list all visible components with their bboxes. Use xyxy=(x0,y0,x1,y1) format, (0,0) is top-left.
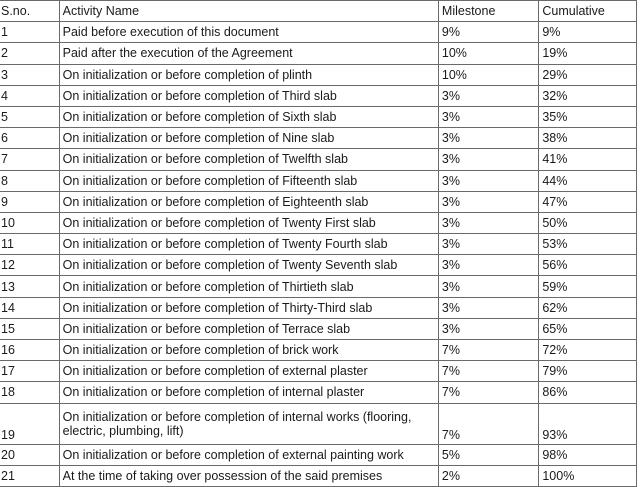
row-activity-name: At the time of taking over possession of the said premises xyxy=(59,465,438,486)
row-sno: 2 xyxy=(0,43,59,64)
row-milestone: 3% xyxy=(438,212,538,233)
row-cumulative: 72% xyxy=(539,340,637,361)
row-sno: 19 xyxy=(0,403,59,444)
row-cumulative: 79% xyxy=(539,361,637,382)
row-cumulative: 47% xyxy=(539,191,637,212)
row-activity-name: On initialization or before completion of Thirtieth slab xyxy=(59,276,438,297)
table-row xyxy=(0,297,637,318)
row-sno: 1 xyxy=(0,22,59,43)
row-sno: 17 xyxy=(0,361,59,382)
row-cumulative: 38% xyxy=(539,128,637,149)
row-activity-name: On initialization or before completion of internal works (flooring, electric, plumbing, lift) xyxy=(59,403,438,444)
table-row xyxy=(0,22,637,43)
table-row xyxy=(0,106,637,127)
row-sno: 16 xyxy=(0,340,59,361)
table-row xyxy=(0,255,637,276)
row-activity-name: On initialization or before completion of Twenty First slab xyxy=(59,212,438,233)
row-sno: 18 xyxy=(0,382,59,403)
row-milestone: 3% xyxy=(438,234,538,255)
row-milestone: 3% xyxy=(438,106,538,127)
row-cumulative: 62% xyxy=(539,297,637,318)
row-activity-name: On initialization or before completion of Twenty Fourth slab xyxy=(59,234,438,255)
row-sno: 7 xyxy=(0,149,59,170)
row-milestone: 3% xyxy=(438,128,538,149)
row-milestone: 7% xyxy=(438,403,538,444)
row-cumulative: 44% xyxy=(539,170,637,191)
header-row xyxy=(0,1,637,22)
row-cumulative: 65% xyxy=(539,318,637,339)
row-cumulative: 41% xyxy=(539,149,637,170)
table-row xyxy=(0,276,637,297)
table-row xyxy=(0,361,637,382)
row-activity-name: On initialization or before completion of Sixth slab xyxy=(59,106,438,127)
row-milestone: 3% xyxy=(438,297,538,318)
table-row xyxy=(0,444,637,465)
row-sno: 8 xyxy=(0,170,59,191)
row-milestone: 3% xyxy=(438,255,538,276)
table-row xyxy=(0,170,637,191)
row-sno: 9 xyxy=(0,191,59,212)
row-activity-name: Paid after the execution of the Agreement xyxy=(59,43,438,64)
row-cumulative: 100% xyxy=(539,465,637,486)
header-milestone: Milestone xyxy=(438,1,538,22)
row-activity-name: On initialization or before completion of brick work xyxy=(59,340,438,361)
row-milestone: 3% xyxy=(438,318,538,339)
row-milestone: 3% xyxy=(438,191,538,212)
header-activity-name: Activity Name xyxy=(59,1,438,22)
row-sno: 5 xyxy=(0,106,59,127)
row-activity-name: On initialization or before completion of external painting work xyxy=(59,444,438,465)
header-cumulative: Cumulative xyxy=(539,1,637,22)
row-milestone: 3% xyxy=(438,85,538,106)
row-activity-name: On initialization or before completion of plinth xyxy=(59,64,438,85)
row-cumulative: 56% xyxy=(539,255,637,276)
table-row xyxy=(0,234,637,255)
header-sno: S.no. xyxy=(0,1,59,22)
table-row xyxy=(0,43,637,64)
row-sno: 21 xyxy=(0,465,59,486)
row-milestone: 3% xyxy=(438,170,538,191)
table-row xyxy=(0,465,637,486)
row-cumulative: 59% xyxy=(539,276,637,297)
table-row xyxy=(0,318,637,339)
row-cumulative: 93% xyxy=(539,403,637,444)
row-sno: 12 xyxy=(0,255,59,276)
row-cumulative: 35% xyxy=(539,106,637,127)
row-milestone: 2% xyxy=(438,465,538,486)
row-sno: 20 xyxy=(0,444,59,465)
row-cumulative: 29% xyxy=(539,64,637,85)
row-milestone: 5% xyxy=(438,444,538,465)
table-row xyxy=(0,149,637,170)
row-milestone: 7% xyxy=(438,361,538,382)
row-sno: 11 xyxy=(0,234,59,255)
row-cumulative: 32% xyxy=(539,85,637,106)
row-activity-name: On initialization or before completion of Twenty Seventh slab xyxy=(59,255,438,276)
row-activity-name: On initialization or before completion of Twelfth slab xyxy=(59,149,438,170)
row-activity-name: On initialization or before completion of Thirty-Third slab xyxy=(59,297,438,318)
row-sno: 6 xyxy=(0,128,59,149)
row-activity-name: On initialization or before completion of Eighteenth slab xyxy=(59,191,438,212)
table-row xyxy=(0,382,637,403)
row-cumulative: 86% xyxy=(539,382,637,403)
row-activity-name: On initialization or before completion of Nine slab xyxy=(59,128,438,149)
row-cumulative: 98% xyxy=(539,444,637,465)
table-row xyxy=(0,212,637,233)
row-sno: 3 xyxy=(0,64,59,85)
table-body xyxy=(0,1,637,487)
row-activity-name: On initialization or before completion of internal plaster xyxy=(59,382,438,403)
row-sno: 4 xyxy=(0,85,59,106)
row-sno: 14 xyxy=(0,297,59,318)
row-milestone: 3% xyxy=(438,276,538,297)
row-sno: 15 xyxy=(0,318,59,339)
row-milestone: 10% xyxy=(438,43,538,64)
table-row xyxy=(0,191,637,212)
row-sno: 13 xyxy=(0,276,59,297)
table-row xyxy=(0,128,637,149)
row-sno: 10 xyxy=(0,212,59,233)
row-milestone: 10% xyxy=(438,64,538,85)
row-cumulative: 53% xyxy=(539,234,637,255)
row-cumulative: 19% xyxy=(539,43,637,64)
row-milestone: 7% xyxy=(438,382,538,403)
row-cumulative: 50% xyxy=(539,212,637,233)
row-activity-name: Paid before execution of this document xyxy=(59,22,438,43)
table-row xyxy=(0,85,637,106)
row-activity-name: On initialization or before completion of Fifteenth slab xyxy=(59,170,438,191)
row-activity-name: On initialization or before completion of Third slab xyxy=(59,85,438,106)
table-row xyxy=(0,403,637,444)
row-milestone: 7% xyxy=(438,340,538,361)
row-activity-name: On initialization or before completion of Terrace slab xyxy=(59,318,438,339)
row-activity-name: On initialization or before completion of external plaster xyxy=(59,361,438,382)
row-milestone: 3% xyxy=(438,149,538,170)
row-milestone: 9% xyxy=(438,22,538,43)
row-cumulative: 9% xyxy=(539,22,637,43)
table-row xyxy=(0,340,637,361)
table-row xyxy=(0,64,637,85)
